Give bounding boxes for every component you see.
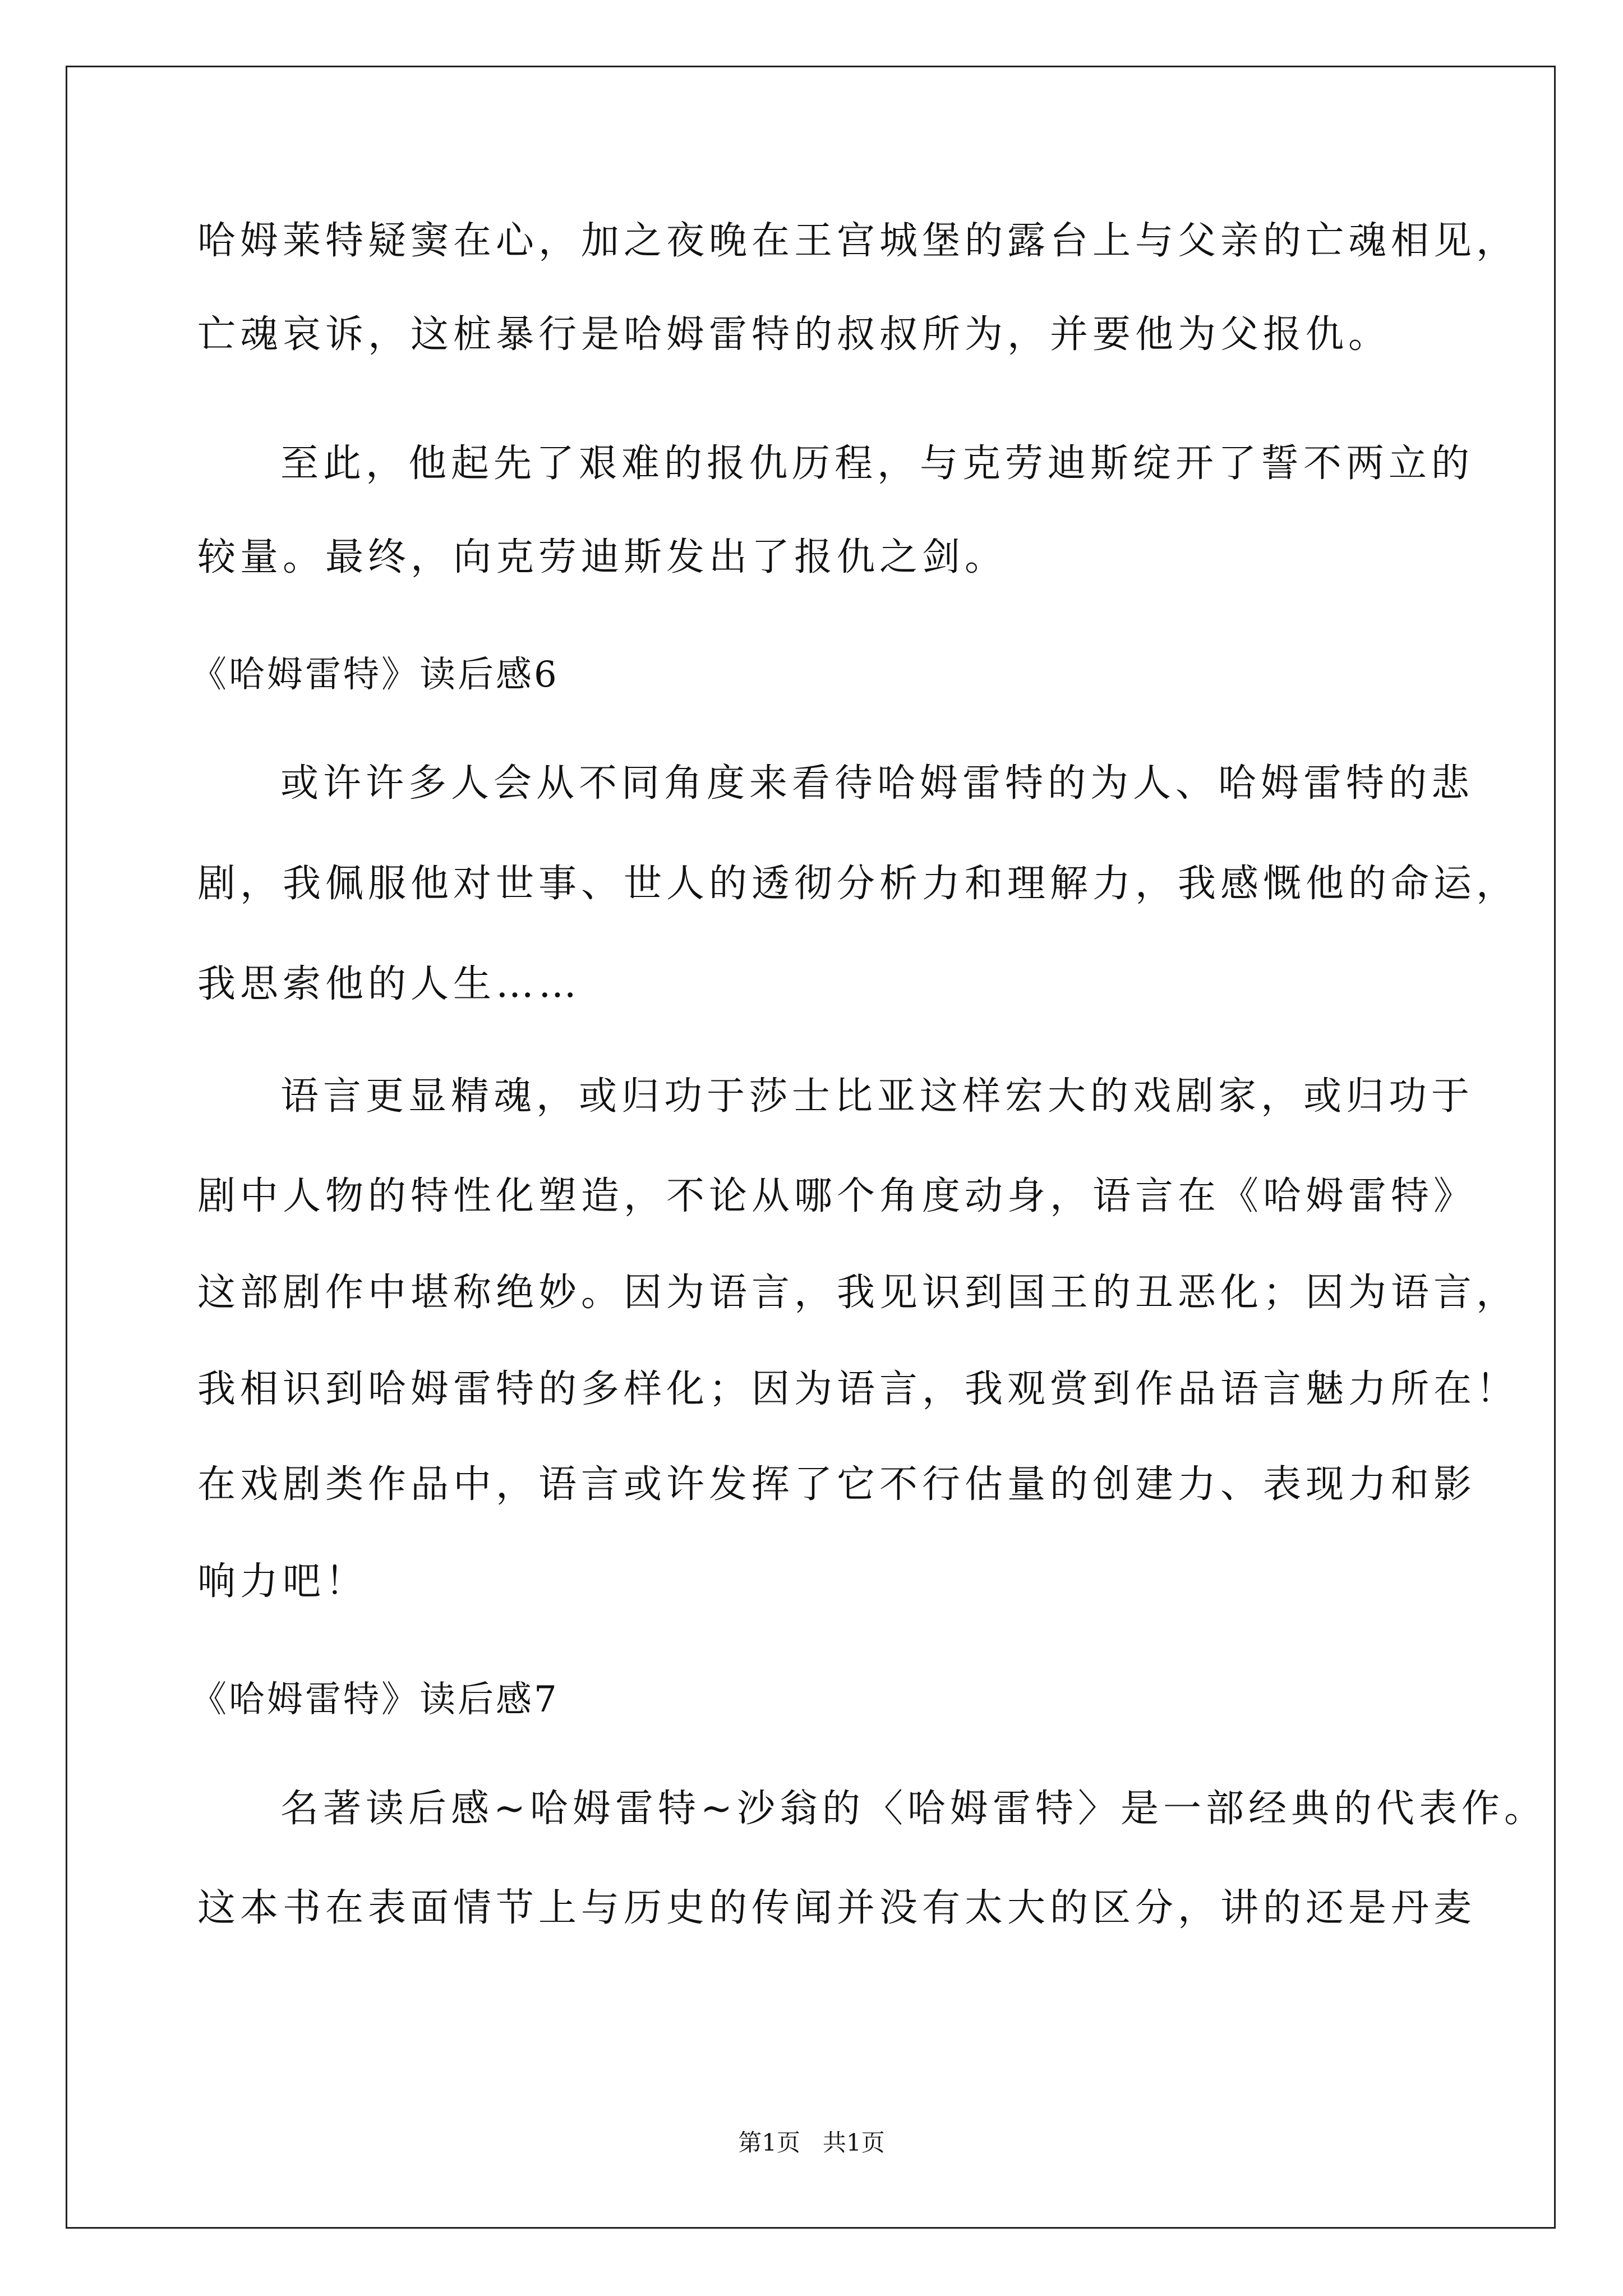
body-text-line: 我思索他的人生…… xyxy=(197,962,582,1006)
body-text-line: 或许许多人会从不同角度来看待哈姆雷特的为人、哈姆雷特的悲 xyxy=(280,761,1474,806)
body-text-line: 在戏剧类作品中，语言或许发挥了它不行估量的创建力、表现力和影 xyxy=(197,1462,1477,1507)
body-text-line: 哈姆莱特疑窦在心，加之夜晚在王宫城堡的露台上与父亲的亡魂相见， xyxy=(197,219,1519,263)
body-text-line: 语言更显精魂，或归功于莎士比亚这样宏大的戏剧家，或归功于 xyxy=(280,1074,1474,1119)
body-text-line: 较量。最终，向克劳迪斯发出了报仇之剑。 xyxy=(197,535,1008,579)
body-text-line: 至此，他起先了艰难的报仇历程，与克劳迪斯绽开了誓不两立的 xyxy=(280,441,1474,486)
body-text-line: 剧，我佩服他对世事、世人的透彻分析力和理解力，我感慨他的命运， xyxy=(197,862,1519,906)
body-text-line: 名著读后感~哈姆雷特~沙翁的〈哈姆雷特〉是一部经典的代表作。 xyxy=(280,1787,1547,1831)
body-text-line: 我相识到哈姆雷特的多样化；因为语言，我观赏到作品语言魅力所在！ xyxy=(197,1367,1519,1411)
body-text-line: 亡魂哀诉，这桩暴行是哈姆雷特的叔叔所为，并要他为父报仇。 xyxy=(197,312,1391,357)
page-footer: 第1页 共1页 xyxy=(738,2129,885,2156)
body-text-line: 这部剧作中堪称绝妙。因为语言，我见识到国王的丑恶化；因为语言， xyxy=(197,1271,1519,1315)
section-heading: 《哈姆雷特》读后感7 xyxy=(191,1679,559,1720)
body-text-line: 剧中人物的特性化塑造，不论从哪个角度动身，语言在《哈姆雷特》 xyxy=(197,1174,1477,1218)
section-heading: 《哈姆雷特》读后感6 xyxy=(191,654,559,696)
body-text-line: 响力吧！ xyxy=(197,1559,368,1604)
body-text-line: 这本书在表面情节上与历史的传闻并没有太大的区分，讲的还是丹麦 xyxy=(197,1886,1477,1930)
